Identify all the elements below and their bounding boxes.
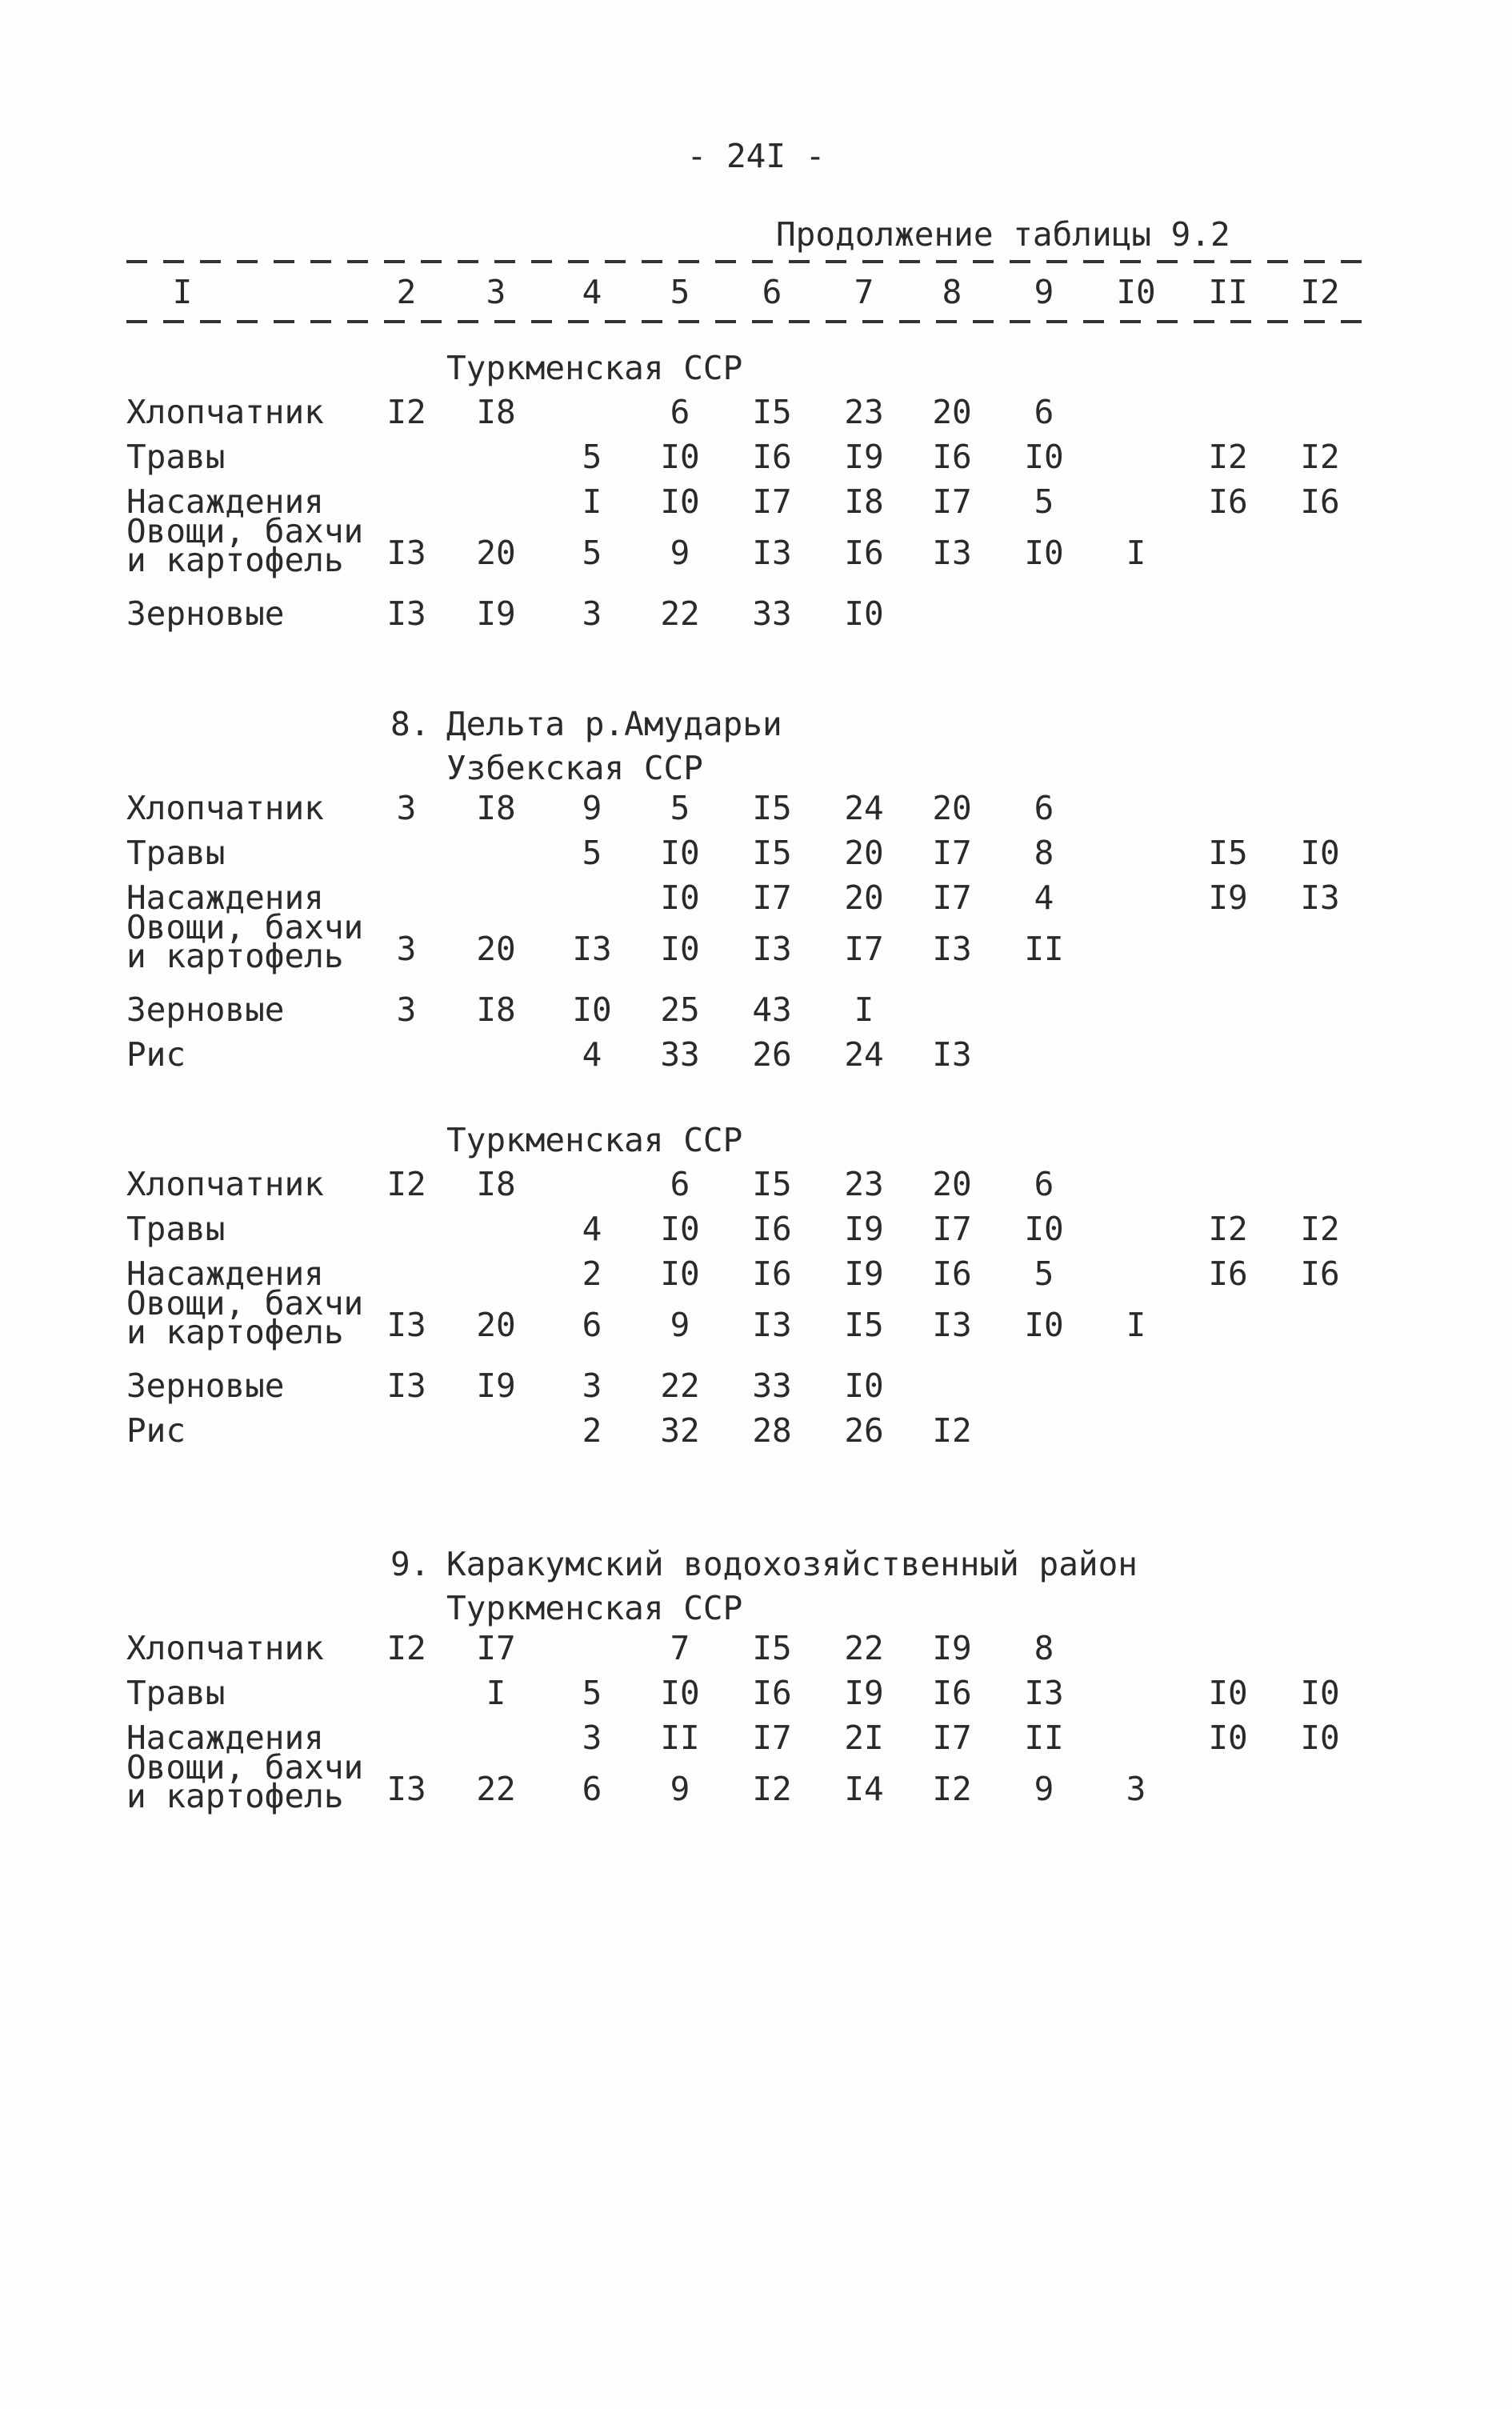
table-cell: 3 [396, 930, 417, 968]
table-cell: I2 [386, 1165, 426, 1203]
table-cell: I7 [932, 482, 972, 521]
table-cell: I5 [752, 834, 792, 872]
table-cell: I8 [844, 482, 884, 521]
row-label: Травы [126, 834, 226, 872]
table-cell: I0 [1208, 1674, 1248, 1712]
column-header: 4 [582, 273, 602, 311]
table-cell: I9 [844, 438, 884, 476]
table-cell: 6 [670, 1165, 690, 1203]
table-cell: I3 [932, 1306, 972, 1344]
row-label: Насаждения [126, 1719, 324, 1757]
table-cell: 5 [1034, 482, 1054, 521]
table-cell: 22 [844, 1629, 884, 1667]
table-cell: 6 [1034, 1165, 1054, 1203]
table-cell: I9 [932, 1629, 972, 1667]
table-cell: I9 [1208, 878, 1248, 917]
table-cell: 20 [932, 789, 972, 827]
table-cell: II [1024, 1719, 1064, 1757]
section-region-title: Каракумский водохозяйственный район [446, 1545, 1138, 1583]
table-cell: 5 [582, 834, 602, 872]
table-cell: 20 [844, 834, 884, 872]
section-region-title: Дельта р.Амударьи [446, 705, 782, 743]
column-header: II [1208, 273, 1248, 311]
table-cell: I8 [476, 789, 516, 827]
table-cell: I0 [660, 930, 700, 968]
table-cell: 33 [752, 594, 792, 633]
row-label: Овощи, бахчи [126, 908, 364, 946]
table-cell: I7 [932, 878, 972, 917]
table-cell: I3 [752, 534, 792, 572]
row-label: Рис [126, 1035, 186, 1074]
table-cell: I3 [386, 594, 426, 633]
table-cell: I0 [660, 482, 700, 521]
table-cell: 22 [476, 1770, 516, 1808]
table-cell: I [1126, 1306, 1146, 1344]
table-cell: 2 [582, 1411, 602, 1450]
table-cell: I2 [752, 1770, 792, 1808]
row-label: Овощи, бахчи [126, 1748, 364, 1787]
table-cell: I [1126, 534, 1146, 572]
table-cell: II [1024, 930, 1064, 968]
table-cell: I3 [932, 1035, 972, 1074]
section-number: 9. [390, 1545, 430, 1583]
column-header: 6 [762, 273, 782, 311]
table-cell: I0 [1024, 534, 1064, 572]
table-cell: I7 [752, 482, 792, 521]
section-republic-title: Туркменская ССР [446, 1121, 743, 1159]
table-cell: 4 [1034, 878, 1054, 917]
table-cell: I7 [844, 930, 884, 968]
table-cell: I0 [1300, 1719, 1340, 1757]
row-label: Травы [126, 1210, 226, 1248]
table-cell: I6 [844, 534, 884, 572]
table-cell: I0 [660, 834, 700, 872]
table-cell: I [582, 482, 602, 521]
column-header: I [172, 273, 193, 311]
table-cell: I6 [1300, 482, 1340, 521]
table-cell: 43 [752, 990, 792, 1029]
table-cell: I8 [476, 1165, 516, 1203]
table-cell: I9 [476, 594, 516, 633]
table-cell: 9 [582, 789, 602, 827]
table-cell: I6 [752, 1210, 792, 1248]
table-cell: I9 [844, 1210, 884, 1248]
table-cell: I3 [752, 1306, 792, 1344]
table-cell: 20 [932, 1165, 972, 1203]
header-bottom-rule [126, 320, 1374, 323]
row-label: Насаждения [126, 1255, 324, 1293]
row-label-continued: и картофель [126, 541, 344, 579]
table-cell: 26 [752, 1035, 792, 1074]
table-cell: I3 [932, 534, 972, 572]
header-top-rule [126, 260, 1374, 263]
table-cell: I7 [932, 1210, 972, 1248]
column-header: 8 [942, 273, 962, 311]
table-cell: I8 [476, 393, 516, 431]
table-cell: I7 [752, 878, 792, 917]
table-cell: 2I [844, 1719, 884, 1757]
table-cell: 20 [476, 930, 516, 968]
table-cell: I2 [932, 1770, 972, 1808]
table-cell: I7 [932, 1719, 972, 1757]
table-cell: I3 [932, 930, 972, 968]
table-cell: 5 [670, 789, 690, 827]
row-label: Хлопчатник [126, 393, 324, 431]
row-label-continued: и картофель [126, 1777, 344, 1815]
table-cell: I2 [386, 1629, 426, 1667]
table-cell: I0 [660, 1255, 700, 1293]
table-cell: I5 [752, 1165, 792, 1203]
column-header: 3 [486, 273, 506, 311]
row-label: Овощи, бахчи [126, 1284, 364, 1323]
table-cell: I2 [1300, 438, 1340, 476]
table-cell: I0 [844, 1367, 884, 1405]
table-cell: I6 [752, 1674, 792, 1712]
table-cell: I2 [386, 393, 426, 431]
table-cell: 9 [1034, 1770, 1054, 1808]
table-cell: II [660, 1719, 700, 1757]
table-cell: 33 [752, 1367, 792, 1405]
table-cell: I6 [752, 1255, 792, 1293]
table-cell: 3 [396, 990, 417, 1029]
table-cell: I0 [660, 1674, 700, 1712]
table-cell: 6 [582, 1770, 602, 1808]
table-cell: 3 [582, 1719, 602, 1757]
table-cell: I [854, 990, 874, 1029]
table-cell: 6 [670, 393, 690, 431]
table-cell: 3 [396, 789, 417, 827]
table-cell: 3 [1126, 1770, 1146, 1808]
table-cell: 33 [660, 1035, 700, 1074]
table-cell: 22 [660, 1367, 700, 1405]
table-cell: I5 [752, 1629, 792, 1667]
table-cell: I0 [1300, 834, 1340, 872]
row-label: Травы [126, 1674, 226, 1712]
table-cell: 6 [582, 1306, 602, 1344]
row-label: Хлопчатник [126, 1629, 324, 1667]
table-cell: I0 [660, 1210, 700, 1248]
table-cell: 2 [582, 1255, 602, 1293]
table-cell: I0 [1300, 1674, 1340, 1712]
table-cell: 5 [582, 534, 602, 572]
page-number: - 24I - [686, 137, 826, 175]
table-cell: I6 [932, 438, 972, 476]
column-header: 7 [854, 273, 874, 311]
row-label: Хлопчатник [126, 1165, 324, 1203]
table-cell: 6 [1034, 393, 1054, 431]
table-cell: I3 [386, 1770, 426, 1808]
table-cell: I6 [752, 438, 792, 476]
table-cell: I8 [476, 990, 516, 1029]
row-label-continued: и картофель [126, 937, 344, 975]
table-cell: 3 [582, 1367, 602, 1405]
table-cell: 8 [1034, 834, 1054, 872]
table-cell: 20 [476, 1306, 516, 1344]
table-cell: I3 [386, 1367, 426, 1405]
table-cell: I7 [752, 1719, 792, 1757]
table-cell: I0 [1024, 1210, 1064, 1248]
table-cell: 5 [582, 438, 602, 476]
table-cell: 28 [752, 1411, 792, 1450]
row-label: Насаждения [126, 878, 324, 917]
table-cell: I6 [1208, 482, 1248, 521]
table-cell: I7 [932, 834, 972, 872]
table-cell: I3 [386, 534, 426, 572]
row-label: Травы [126, 438, 226, 476]
table-cell: I5 [844, 1306, 884, 1344]
table-cell: 20 [932, 393, 972, 431]
table-cell: 23 [844, 1165, 884, 1203]
table-caption: Продолжение таблицы 9.2 [776, 215, 1230, 254]
table-cell: I4 [844, 1770, 884, 1808]
row-label: Хлопчатник [126, 789, 324, 827]
table-cell: I3 [752, 930, 792, 968]
table-cell: I6 [1300, 1255, 1340, 1293]
table-cell: I5 [1208, 834, 1248, 872]
table-cell: 9 [670, 534, 690, 572]
section-republic-title: Узбекская ССР [446, 749, 703, 787]
table-cell: I2 [1300, 1210, 1340, 1248]
table-cell: I6 [1208, 1255, 1248, 1293]
table-cell: I3 [572, 930, 612, 968]
table-cell: I2 [1208, 438, 1248, 476]
table-cell: 20 [844, 878, 884, 917]
table-cell: I [486, 1674, 506, 1712]
table-cell: 32 [660, 1411, 700, 1450]
section-republic-title: Туркменская ССР [446, 349, 743, 387]
row-label: Зерновые [126, 1367, 285, 1405]
table-cell: 22 [660, 594, 700, 633]
table-cell: 20 [476, 534, 516, 572]
table-cell: I2 [932, 1411, 972, 1450]
row-label: Зерновые [126, 990, 285, 1029]
table-cell: I0 [660, 438, 700, 476]
table-cell: I7 [476, 1629, 516, 1667]
table-cell: I0 [844, 594, 884, 633]
section-republic-title: Туркменская ССР [446, 1589, 743, 1627]
table-cell: I9 [476, 1367, 516, 1405]
table-cell: I5 [752, 393, 792, 431]
column-header: 9 [1034, 273, 1054, 311]
table-cell: 26 [844, 1411, 884, 1450]
table-cell: I0 [1024, 1306, 1064, 1344]
column-header: I2 [1300, 273, 1340, 311]
table-cell: 9 [670, 1770, 690, 1808]
table-cell: I0 [660, 878, 700, 917]
table-cell: 7 [670, 1629, 690, 1667]
table-cell: I3 [1300, 878, 1340, 917]
table-cell: 25 [660, 990, 700, 1029]
table-cell: 24 [844, 1035, 884, 1074]
table-cell: I9 [844, 1674, 884, 1712]
table-cell: 4 [582, 1210, 602, 1248]
table-cell: I2 [1208, 1210, 1248, 1248]
column-header: I0 [1116, 273, 1156, 311]
table-cell: 24 [844, 789, 884, 827]
table-cell: I6 [932, 1674, 972, 1712]
table-cell: I9 [844, 1255, 884, 1293]
column-header: 2 [396, 273, 417, 311]
table-cell: I0 [1208, 1719, 1248, 1757]
table-cell: I6 [932, 1255, 972, 1293]
table-cell: 4 [582, 1035, 602, 1074]
row-label: Насаждения [126, 482, 324, 521]
row-label: Овощи, бахчи [126, 512, 364, 550]
table-cell: 23 [844, 393, 884, 431]
table-cell: 8 [1034, 1629, 1054, 1667]
row-label: Рис [126, 1411, 186, 1450]
row-label-continued: и картофель [126, 1313, 344, 1351]
table-cell: I3 [1024, 1674, 1064, 1712]
table-cell: 9 [670, 1306, 690, 1344]
column-header: 5 [670, 273, 690, 311]
table-cell: I0 [572, 990, 612, 1029]
table-cell: I5 [752, 789, 792, 827]
table-cell: 5 [582, 1674, 602, 1712]
section-number: 8. [390, 705, 430, 743]
table-cell: 6 [1034, 789, 1054, 827]
table-cell: 5 [1034, 1255, 1054, 1293]
row-label: Зерновые [126, 594, 285, 633]
table-cell: I3 [386, 1306, 426, 1344]
table-cell: I0 [1024, 438, 1064, 476]
table-cell: 3 [582, 594, 602, 633]
